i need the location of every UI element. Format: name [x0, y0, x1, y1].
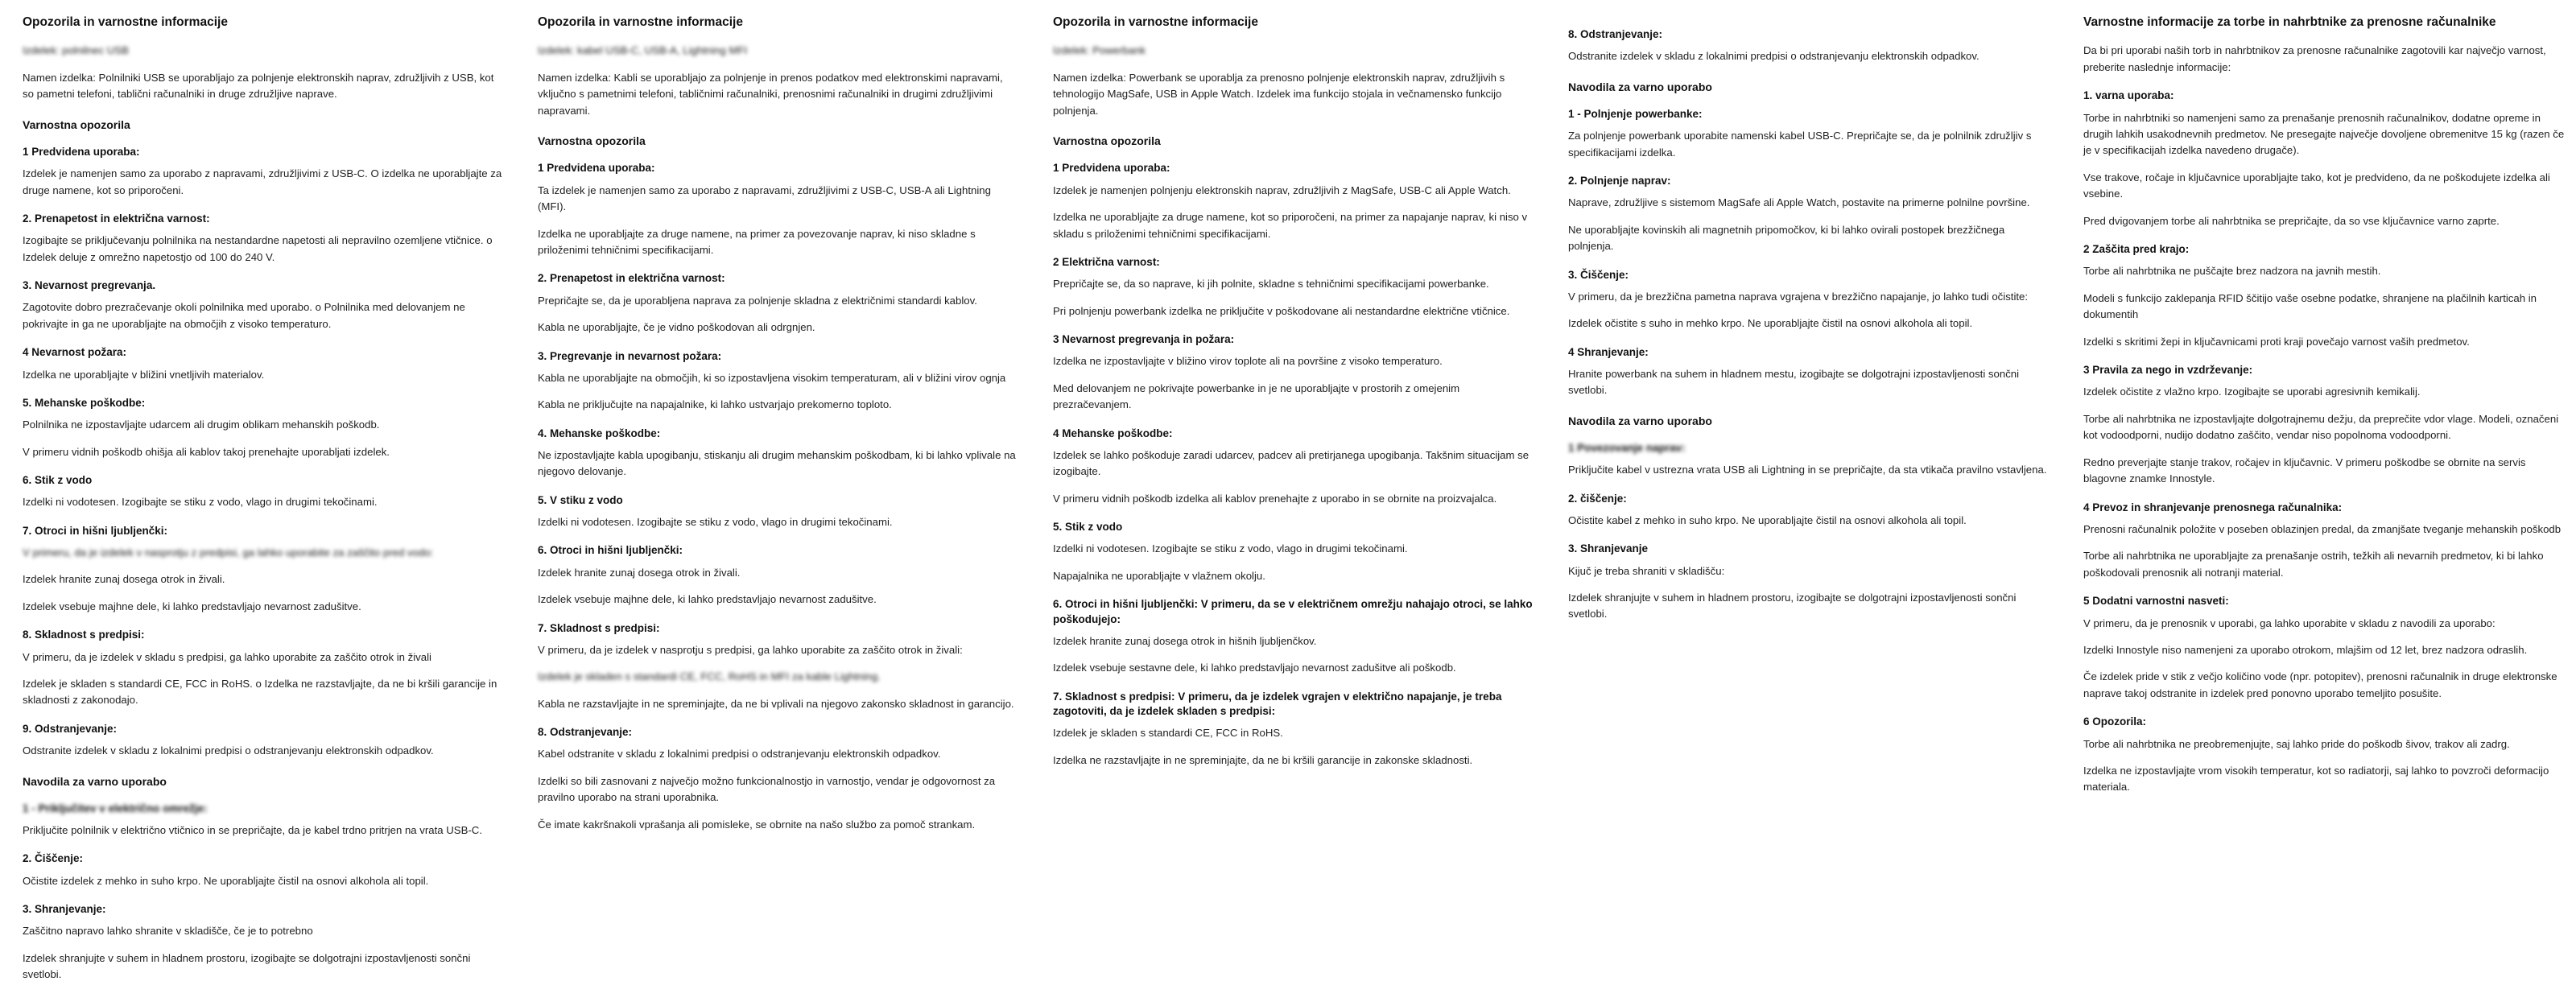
- paragraph: Prenosni računalnik položite v poseben oblazinjen predal, da zmanjšate tveganje mehanskih poškodb: [2083, 522, 2562, 535]
- subsection-title: Varnostna opozorila: [538, 134, 646, 148]
- paragraph: Ta izdelek je namenjen samo za uporabo z napravami, združljivimi z USB-C, USB-A ali Lightning (MFI).: [538, 183, 991, 213]
- paragraph: Kabla ne uporabljajte na območjih, ki so izpostavljena visokim temperaturam, ali v bližini virov ognja: [538, 371, 1006, 384]
- paragraph: Izdelki ni vodotesen. Izogibajte se stiku z vodo, vlago in drugimi tekočinami.: [538, 516, 893, 528]
- paragraph: Naprave, združljive s sistemom MagSafe ali Apple Watch, postavite na primerne polnilne površine.: [1568, 196, 2030, 209]
- paragraph: Izdelka ne uporabljajte za druge namene, na primer za povezovanje naprav, ki niso skladne s priloženimi tehničnimi specifikacijami.: [538, 227, 976, 256]
- section-title: Opozorila in varnostne informacije: [1053, 15, 1258, 29]
- item-title: 1 Povezovanje naprav:: [1568, 442, 1686, 454]
- subsection-title: Navodila za varno uporabo: [1568, 414, 1712, 427]
- item-title: 6. Stik z vodo: [23, 474, 93, 487]
- paragraph: V primeru, da je izdelek v nasprotju s predpisi, ga lahko uporabite za zaščito otrok in živali:: [538, 643, 963, 656]
- section-title: Opozorila in varnostne informacije: [23, 15, 228, 29]
- paragraph: Izdelek očistite z vlažno krpo. Izogibajte se uporabi agresivnih kemikalij.: [2083, 385, 2421, 398]
- paragraph: V primeru, da je izdelek v nasprotju z predpisi, ga lahko uporabite za zaščito pred vodo:: [23, 546, 434, 559]
- item-title: 4 Nevarnost požara:: [23, 346, 127, 359]
- paragraph: Zagotovite dobro prezračevanje okoli polnilnika med uporabo. o Polnilnika med delovanjem ne pokrivajte in ga ne uporabljajte na območjih z visoko temperaturo.: [23, 301, 465, 330]
- paragraph: Izdelka ne izpostavljajte v bližino virov toplote ali na površine z visoko temperaturo.: [1053, 355, 1443, 368]
- item-title: 5 Dodatni varnostni nasveti:: [2083, 595, 2229, 608]
- paragraph: Izdelek shranjujte v suhem in hladnem prostoru, izogibajte se dolgotrajni izpostavljenosti sončni svetlobi.: [23, 951, 471, 981]
- item-title: 6 Opozorila:: [2083, 715, 2147, 728]
- paragraph: V primeru vidnih poškodb izdelka ali kablov prenehajte z uporabo in se obrnite na proizvajalca.: [1053, 492, 1497, 505]
- paragraph: Torbe ali nahrbtnika ne puščajte brez nadzora na javnih mestih.: [2083, 265, 2381, 278]
- paragraph: Izdelek shranjujte v suhem in hladnem prostoru, izogibajte se dolgotrajni izpostavljenosti sončni svetlobi.: [1568, 592, 2017, 621]
- item-title: 4 Shranjevanje:: [1568, 345, 1649, 358]
- paragraph: Izdelek vsebuje majhne dele, ki lahko predstavljajo nevarnost zadušitve.: [538, 593, 877, 606]
- paragraph: Izdelek: Powerbank: [1053, 44, 1146, 57]
- paragraph: Izdelka ne razstavljajte in ne spreminjajte, da ne bi kršili garancije in zakonske skladnosti.: [1053, 753, 1473, 766]
- item-title: 3 Nevarnost pregrevanja in požara:: [1053, 333, 1235, 346]
- paragraph: Napajalnika ne uporabljajte v vlažnem okolju.: [1053, 569, 1265, 582]
- item-title: 6. Otroci in hišni ljubljenčki:: [538, 544, 683, 557]
- paragraph: Kijuč je treba shraniti v skladišču:: [1568, 564, 1725, 577]
- column-5: [2069, 14, 2576, 806]
- paragraph: Odstranite izdelek v skladu z lokalnimi predpisi o odstranjevanju elektronskih odpadkov.: [23, 744, 434, 757]
- item-title: 3. Shranjevanje:: [23, 903, 106, 916]
- paragraph: Izdelek očistite s suho in mehko krpo. Ne uporabljajte čistil na osnovi alkohola ali topil.: [1568, 317, 1973, 330]
- item-title: 2. čiščenje:: [1568, 492, 1627, 505]
- paragraph: Izdelek: polnilnec USB: [23, 44, 129, 57]
- paragraph: Da bi pri uporabi naših torb in nahrbtnikov za prenosne računalnike zagotovili kar največjo varnost, preberite naslednje informacije:: [2083, 44, 2546, 73]
- item-title: 7. Otroci in hišni ljubljenčki:: [23, 524, 168, 537]
- item-title: 3 Pravila za nego in vzdrževanje:: [2083, 364, 2253, 377]
- item-title: 1 - Priključitev v električno omrežje:: [23, 802, 208, 814]
- item-title: 1. varna uporaba:: [2083, 89, 2174, 102]
- paragraph: Izdelek vsebuje majhne dele, ki lahko predstavljajo nevarnost zadušitve.: [23, 600, 361, 612]
- item-title: 1 Predvidena uporaba:: [538, 162, 655, 175]
- column-3: [1038, 14, 1554, 779]
- paragraph: Prepričajte se, da je uporabljena naprava za polnjenje skladna z električnimi standardi kablov.: [538, 294, 977, 307]
- paragraph: Torbe ali nahrbtnika ne izpostavljajte dolgotrajnemu dežju, da preprečite vdor vlage. Modeli, označeni kot vodoodporni, nudijo dodatno zaščito, vendar niso popolnoma vodoodporni.: [2083, 412, 2559, 442]
- item-title: 2 Električna varnost:: [1053, 255, 1160, 268]
- paragraph: Kabla ne priključujte na napajalnike, ki lahko ustvarjajo prekomerno toploto.: [538, 398, 892, 411]
- paragraph: Torbe in nahrbtniki so namenjeni samo za prenašanje prenosnih računalnikov, dodatne opreme in drugih lahkih usakodnevnih predmetov. Ne presegajte največje dovoljene obremenitve 15 kg (razen če je v specifikacijah izdelka navedeno drugače).: [2083, 111, 2565, 157]
- column-1: [8, 14, 523, 994]
- paragraph: V primeru vidnih poškodb ohišja ali kablov takoj prenehajte uporabljati izdelek.: [23, 445, 390, 458]
- column-2: [523, 14, 1038, 843]
- subsection-title: Varnostna opozorila: [1053, 134, 1161, 148]
- paragraph: Zaščitno napravo lahko shranite v skladišče, če je to potrebno: [23, 925, 313, 938]
- paragraph: Izdelek je namenjen samo za uporabo z napravami, združljivimi z USB-C. O izdelka ne uporabljajte za druge namene, kot so priporočeni.: [23, 167, 502, 196]
- paragraph: Ne izpostavljajte kabla upogibanju, stiskanju ali drugim mehanskim poškodbam, ki bi lahko vplivale na njegovo delovanje.: [538, 448, 1016, 478]
- paragraph: Izdelka ne uporabljajte za druge namene, kot so priporočeni, na primer za napajanje naprav, ki niso v skladu s priloženimi tehničnimi specifikacijami.: [1053, 211, 1528, 240]
- paragraph: Med delovanjem ne pokrivajte powerbanke in je ne uporabljajte v prostorih z omejenim prezračevanjem.: [1053, 381, 1460, 411]
- item-title: 5. Stik z vodo: [1053, 521, 1123, 534]
- item-title: 2. Polnjenje naprav:: [1568, 174, 1671, 187]
- paragraph: Priključite polnilnik v električno vtičnico in se prepričajte, da je kabel trdno pritrjen na vrata USB-C.: [23, 824, 482, 836]
- paragraph: Izdelki Innostyle niso namenjeni za uporabo otrokom, mlajšim od 12 let, brez nadzora odraslih.: [2083, 643, 2528, 656]
- paragraph: Kabel odstranite v skladu z lokalnimi predpisi o odstranjevanju elektronskih odpadkov.: [538, 748, 941, 761]
- paragraph: Izdelek vsebuje sestavne dele, ki lahko predstavljajo nevarnost zadušitve ali poškodb.: [1053, 662, 1456, 674]
- item-title: 7. Skladnost s predpisi:: [538, 621, 660, 634]
- item-title: 3. Čiščenje:: [1568, 268, 1629, 281]
- section-title: Opozorila in varnostne informacije: [538, 15, 743, 29]
- paragraph: Prepričajte se, da so naprave, ki jih polnite, skladne s tehničnimi specifikacijami powerbanke.: [1053, 278, 1489, 291]
- paragraph: Kabla ne razstavljajte in ne spreminjajte, da ne bi vplivali na njegovo zakonsko skladnost in garancijo.: [538, 697, 1014, 710]
- item-title: 1 Predvidena uporaba:: [23, 145, 140, 158]
- item-title: 4 Mehanske poškodbe:: [1053, 427, 1173, 439]
- item-title: 2. Prenapetost in električna varnost:: [23, 212, 210, 225]
- item-title: 2. Čiščenje:: [23, 852, 84, 865]
- paragraph: Izdelek hranite zunaj dosega otrok in živali.: [23, 573, 225, 586]
- item-title: 3. Shranjevanje: [1568, 542, 1649, 555]
- item-title: 8. Skladnost s predpisi:: [23, 629, 145, 641]
- column-4: [1554, 14, 2069, 633]
- paragraph: Izdelek hranite zunaj dosega otrok in živali.: [538, 566, 741, 579]
- paragraph: Izdelek se lahko poškoduje zaradi udarcev, padcev ali pretirjanega upogibanja. Takšnim situacijam se izogibajte.: [1053, 448, 1530, 478]
- subsection-title: Navodila za varno uporabo: [23, 774, 167, 788]
- paragraph: Izdelek je skladen s standardi CE, FCC in RoHS. o Izdelka ne razstavljajte, da ne bi kršili garancije in skladnosti z zakonodajo.: [23, 678, 497, 707]
- paragraph: Torbe ali nahrbtnika ne preobremenjujte, saj lahko pride do poškodb šivov, trakov ali zadrg.: [2083, 737, 2510, 750]
- paragraph: Odstranite izdelek v skladu z lokalnimi predpisi o odstranjevanju elektronskih odpadkov.: [1568, 50, 1979, 63]
- item-title: 1 Predvidena uporaba:: [1053, 162, 1170, 175]
- paragraph: Za polnjenje powerbank uporabite namenski kabel USB-C. Prepričajte se, da je polnilnik združljiv s specifikacijami izdelka.: [1568, 130, 2032, 159]
- paragraph: Če imate kakršnakoli vprašanja ali pomisleke, se obrnite na našo službo za pomoč strankam.: [538, 818, 976, 831]
- paragraph: Izdelki ni vodotesen. Izogibajte se stiku z vodo, vlago in drugimi tekočinami.: [1053, 542, 1408, 555]
- paragraph: Polnilnika ne izpostavljajte udarcem ali drugim oblikam mehanskih poškodb.: [23, 418, 380, 431]
- paragraph: Namen izdelka: Kabli se uporabljajo za polnjenje in prenos podatkov med elektronskimi napravami, vključno s pametnimi telefoni, tabličnimi računalniki, prenosnimi računalniki in drugimi združljivimi napravami.: [538, 71, 1003, 117]
- paragraph: Izdelka ne izpostavljajte vrom visokih temperatur, kot so radiatorji, saj lahko to povzroči deformacijo materiala.: [2083, 765, 2549, 794]
- paragraph: Pri polnjenju powerbank izdelka ne priključite v poškodovane ali nestandardne električne vtičnice.: [1053, 304, 1510, 317]
- paragraph: Izdelek: kabel USB-C, USB-A, Lightning MFI: [538, 44, 748, 57]
- subsection-title: Navodila za varno uporabo: [1568, 80, 1712, 93]
- item-title: 8. Odstranjevanje:: [1568, 28, 1663, 40]
- item-title: 2 Zaščita pred krajo:: [2083, 243, 2190, 256]
- item-title: 5. V stiku z vodo: [538, 493, 623, 506]
- paragraph: Izdelek je skladen s standardi CE, FCC in RoHS.: [1053, 727, 1283, 740]
- paragraph: Izdelki ni vodotesen. Izogibajte se stiku z vodo, vlago in drugimi tekočinami.: [23, 496, 378, 509]
- paragraph: V primeru, da je izdelek v skladu s predpisi, ga lahko uporabite za zaščito otrok in živali: [23, 650, 431, 663]
- section-title: Varnostne informacije za torbe in nahrbtnike za prenosne računalnike: [2083, 15, 2496, 29]
- paragraph: Izogibajte se priključevanju polnilnika na nestandardne napetosti ali nepravilno ozemljene vtičnice. o Izdelek deluje z omrežno napetostjo od 100 do 240 V.: [23, 234, 493, 263]
- paragraph: Izdelek hranite zunaj dosega otrok in hišnih ljubljenčkov.: [1053, 634, 1317, 647]
- paragraph: Izdelka ne uporabljajte v bližini vnetljivih materialov.: [23, 368, 265, 381]
- paragraph: V primeru, da je brezžična pametna naprava vgrajena v brezžično napajanje, jo lahko tudi očistite:: [1568, 290, 2029, 303]
- paragraph: Ne uporabljajte kovinskih ali magnetnih pripomočkov, ki bi lahko ovirali postopek brezžičnega polnjenja.: [1568, 223, 2005, 253]
- item-title: 5. Mehanske poškodbe:: [23, 396, 146, 409]
- paragraph: Če izdelek pride v stik z večjo količino vode (npr. potopitev), prenosni računalnik in druge elektronske naprave takoj odstranite in izdelek pred ponovno uporabo temeljito posušite.: [2083, 670, 2557, 699]
- paragraph: Kabla ne uporabljajte, če je vidno poškodovan ali odrgnjen.: [538, 321, 815, 334]
- paragraph: Hranite powerbank na suhem in hladnem mestu, izogibajte se dolgotrajni izpostavljenosti sončni svetlobi.: [1568, 367, 2020, 397]
- paragraph: Vse trakove, ročaje in ključavnice uporabljajte tako, kot je predvideno, da ne poškodujete izdelka ali vsebine.: [2083, 171, 2550, 200]
- paragraph: Namen izdelka: Polnilniki USB se uporabljajo za polnjenje elektronskih naprav, združljivih z USB, kot so pametni telefoni, tablični računalniki in druge združljive naprave.: [23, 71, 494, 101]
- paragraph: Torbe ali nahrbtnika ne uporabljajte za prenašanje ostrih, težkih ali nevarnih predmetov, ki bi lahko poškodovali prenosnik ali notranji material.: [2083, 550, 2544, 579]
- item-title: 3. Nevarnost pregrevanja.: [23, 279, 156, 292]
- item-title: 4 Prevoz in shranjevanje prenosnega računalnika:: [2083, 501, 2343, 513]
- item-title: 4. Mehanske poškodbe:: [538, 427, 661, 439]
- item-title: 7. Skladnost s predpisi: V primeru, da je izdelek vgrajen v električno napajanje, je treba zagotoviti, da je izdelek skladen s predpisi:: [1053, 690, 1502, 717]
- paragraph: Pred dvigovanjem torbe ali nahrbtnika se prepričajte, da so vse ključavnice varno zaprte.: [2083, 214, 2500, 227]
- item-title: 2. Prenapetost in električna varnost:: [538, 272, 725, 285]
- item-title: 9. Odstranjevanje:: [23, 722, 118, 735]
- paragraph: Izdelki so bili zasnovani z največjo možno funkcionalnostjo in varnostjo, vendar je odgovornost za pravilno uporabo na strani uporabnika.: [538, 774, 996, 804]
- paragraph: Namen izdelka: Powerbank se uporablja za prenosno polnjenje elektronskih naprav, združljivih s tehnologijo MagSafe, USB in Apple Watch. Izdelek ima funkcijo stojala in večnamensko funkcijo polnjenja.: [1053, 71, 1505, 117]
- paragraph: Očistite izdelek z mehko in suho krpo. Ne uporabljajte čistil na osnovi alkohola ali topil.: [23, 874, 429, 887]
- subsection-title: Varnostna opozorila: [23, 118, 130, 131]
- item-title: 8. Odstranjevanje:: [538, 726, 633, 739]
- paragraph: Očistite kabel z mehko in suho krpo. Ne uporabljajte čistil na osnovi alkohola ali topil.: [1568, 513, 1967, 526]
- paragraph: Redno preverjajte stanje trakov, ročajev in ključavnic. V primeru poškodbe se obrnite na servis blagovne znamke Innostyle.: [2083, 456, 2526, 485]
- item-title: 3. Pregrevanje in nevarnost požara:: [538, 349, 722, 362]
- paragraph: Izdelek je namenjen polnjenju elektronskih naprav, združljivih z MagSafe, USB-C ali Apple Watch.: [1053, 183, 1511, 196]
- paragraph: V primeru, da je prenosnik v uporabi, ga lahko uporabite v skladu z navodili za uporabo:: [2083, 616, 2496, 629]
- paragraph: Priključite kabel v ustrezna vrata USB ali Lightning in se prepričajte, da sta vtikača pravilno vstavljena.: [1568, 464, 2047, 476]
- paragraph: Modeli s funkcijo zaklepanja RFID ščitijo vaše osebne podatke, shranjene na plačilnih karticah in dokumentih: [2083, 291, 2537, 321]
- paragraph: Izdelek je skladen s standardi CE, FCC, RoHS in MFI za kable Lightning.: [538, 670, 881, 683]
- item-title: 6. Otroci in hišni ljubljenčki: V primeru, da se v električnem omrežju nahajajo otroci, se lahko poškodujejo:: [1053, 598, 1533, 625]
- item-title: 1 - Polnjenje powerbanke:: [1568, 107, 1703, 120]
- paragraph: Izdelki s skritimi žepi in ključavnicami proti kraji povečajo varnost vaših predmetov.: [2083, 335, 2470, 348]
